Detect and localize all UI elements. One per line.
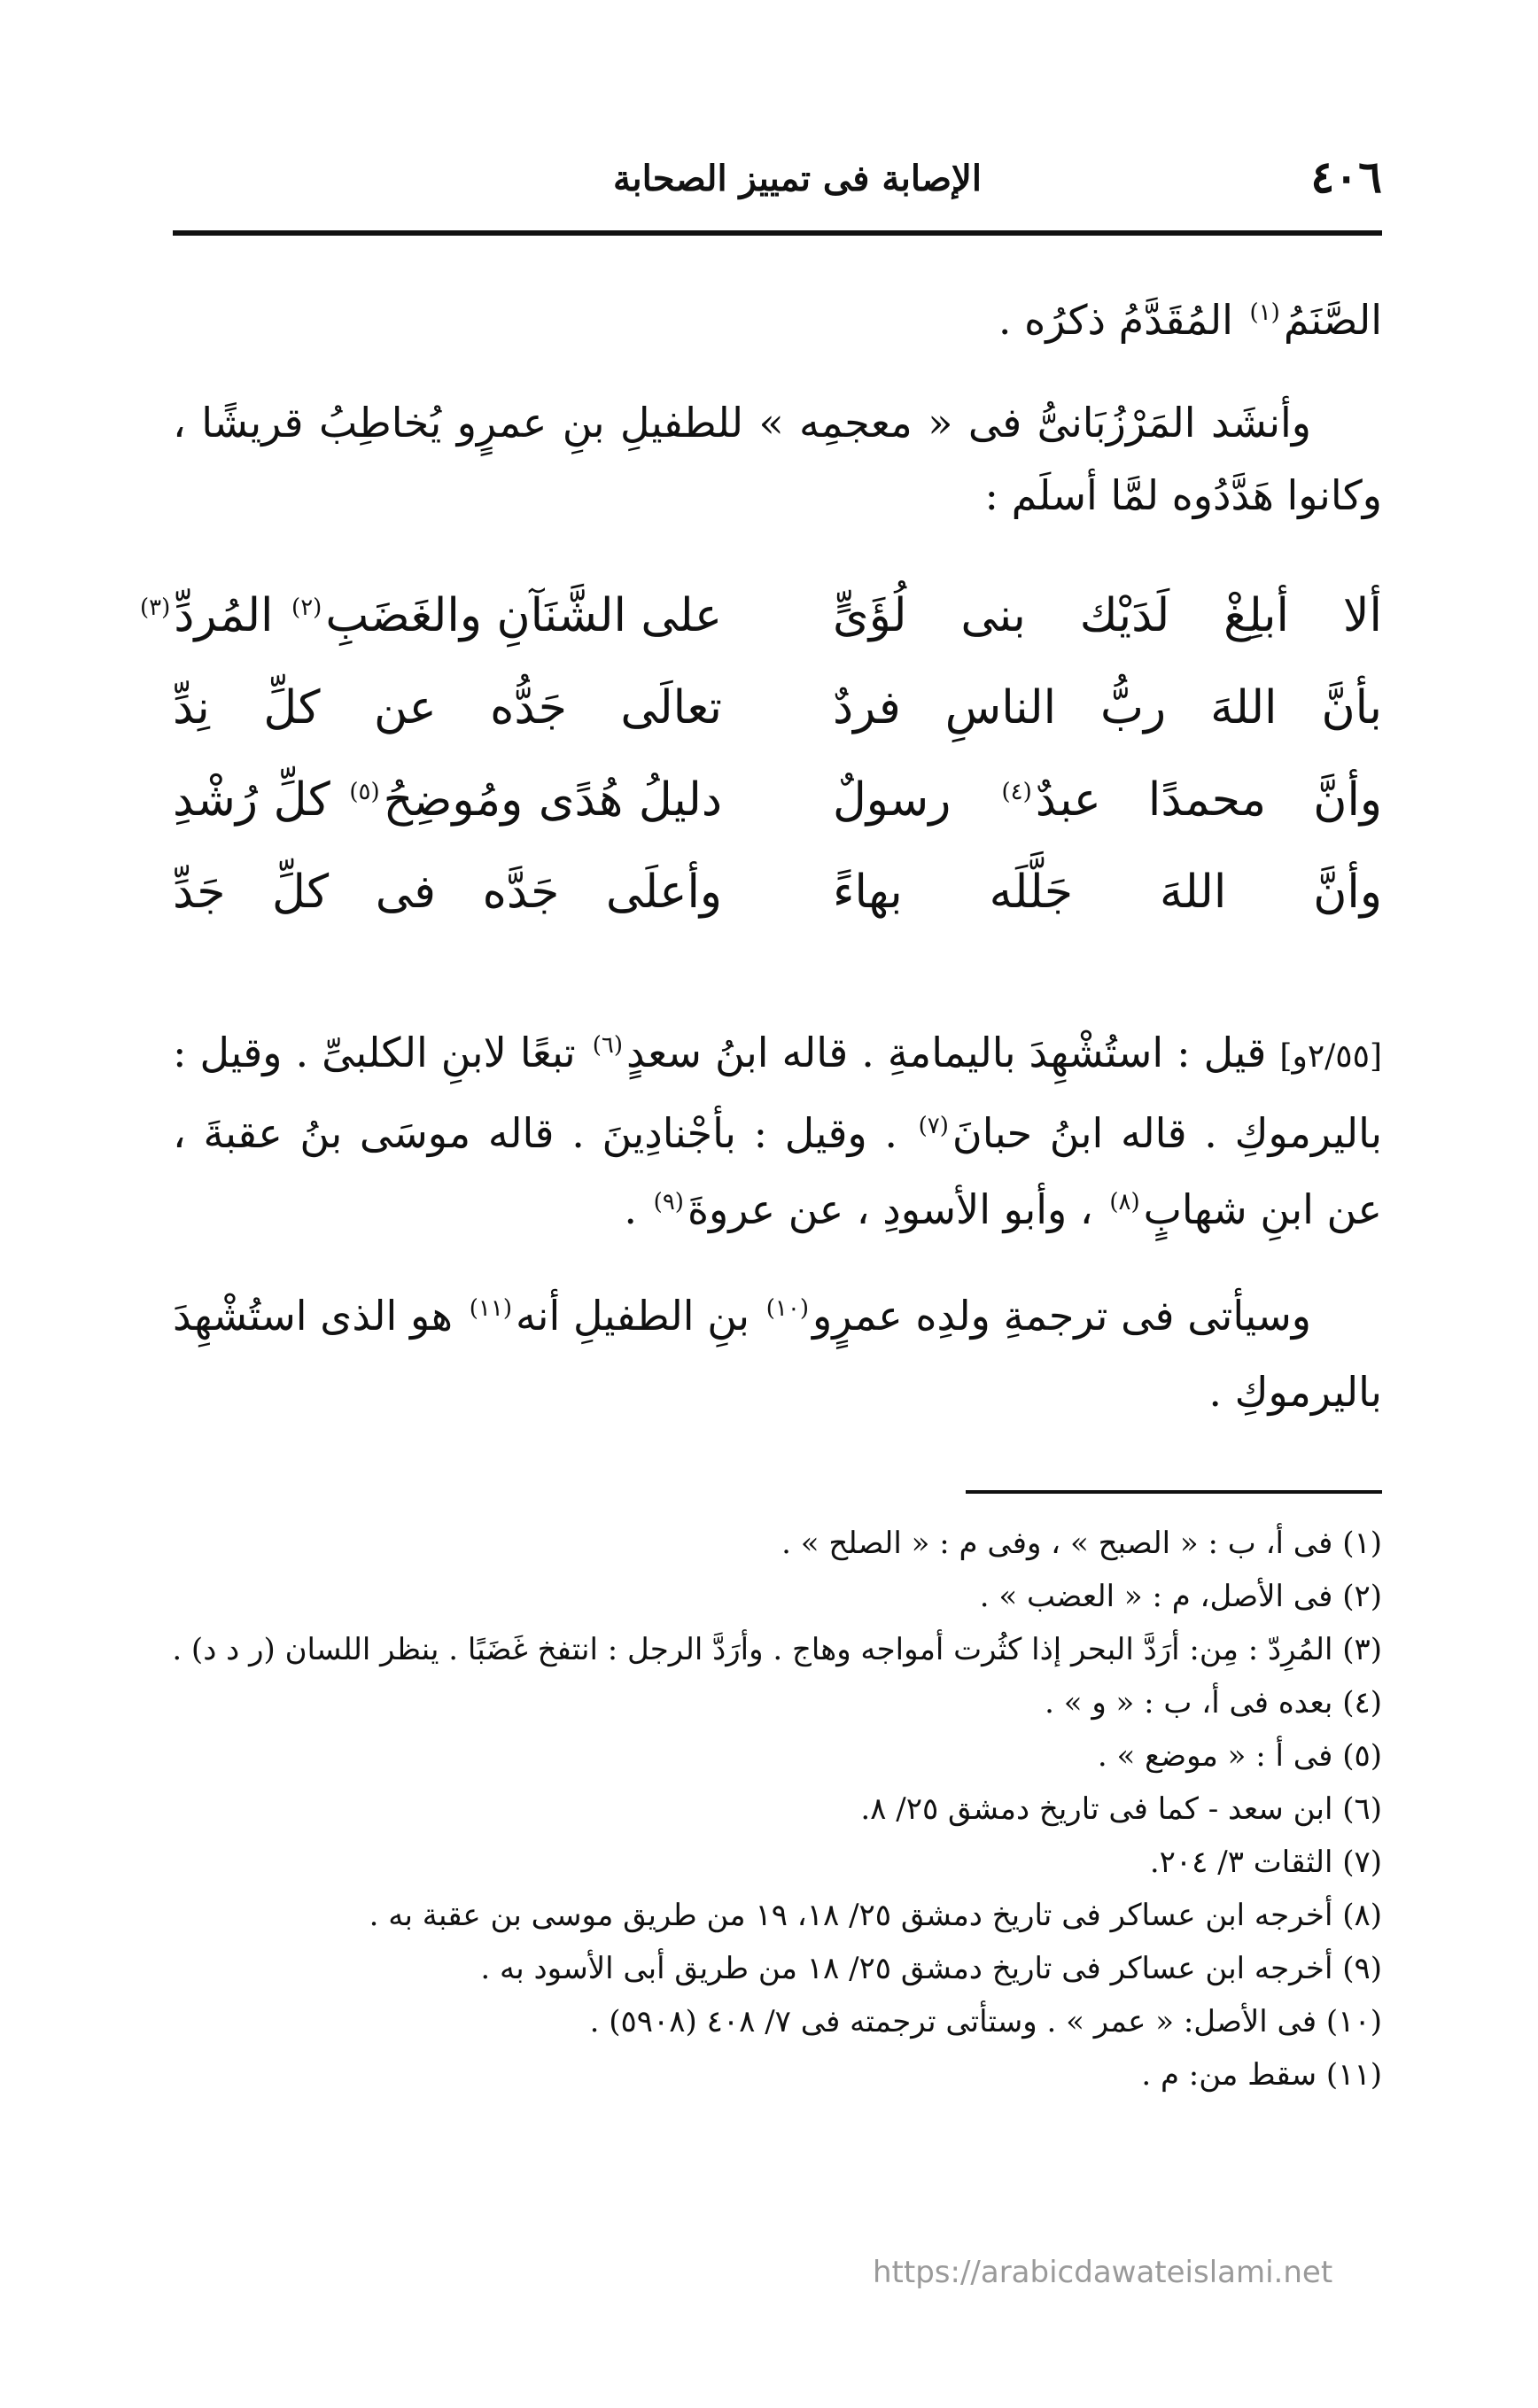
footnote-3: (٣) المُرِدّ : مِن: أرَدَّ البحر إذا كثُرت أمواجه وهاج . وأرَدَّ الرجل : انتفخ غَضَبًا . ينظر اللسان (ر د د) . [172, 1632, 1382, 1667]
footnote-1: (١) فى أ، ب : « الصبح » ، وفى م : « الصلح » . [781, 1526, 1382, 1561]
footnote-marker: (٧) [918, 1112, 949, 1139]
header-divider [173, 230, 1382, 236]
footnote-2: (٢) فى الأصل، م : « العضب » . [979, 1579, 1382, 1614]
main-text-continued [173, 1014, 1382, 1430]
footnote-5: (٥) فى أ : « موضع » . [1097, 1738, 1382, 1774]
footnote-marker: (٢) [291, 594, 322, 621]
hemistich-first: ألا أبلِغْ لَدَيْك بنى لُؤَىٍّ [833, 589, 1382, 642]
footnote-marker: (٥) [349, 778, 380, 805]
text-span: الصَّنَمُ [1283, 296, 1382, 344]
poem [140, 589, 1383, 958]
hemistich-second: على الشَّنَآنِ والغَضَبِ$^{(٢)}$ المُردِّ$^{(٣)}$ [140, 589, 722, 642]
manuscript-reference: [٢/٥٥و] [1279, 1038, 1383, 1075]
hemistich-first: وأنَّ محمدًا عبدٌ$^{(٤)}$ رسولٌ [833, 773, 1383, 827]
footnote-6: (٦) ابن سعد - كما فى تاريخ دمشق ٢٥/ ٨. [860, 1791, 1382, 1827]
hemistich-first: بأنَّ اللهَ ربُّ الناسِ فردٌ [833, 681, 1382, 734]
main-text [173, 284, 1382, 532]
watermark-url: https://arabicdawateislami.net [873, 2255, 1333, 2290]
verse-4 [173, 866, 1382, 958]
footnote-11: (١١) سقط من: م . [1141, 2057, 1382, 2093]
footnote-divider [966, 1490, 1382, 1494]
footnote-marker: (١٠) [765, 1294, 810, 1322]
paragraph-3: [٢/٥٥و] قيل : استُشْهِدَ باليمامةِ . قاله ابنُ سعدٍ$^{(٦)}$ تبعًا لابنِ الكلبىِّ . وقيل : باليرموكِ . قاله ابنُ حبانَ$^{(٧)}$ . وقيل : بأجْنادِينَ . قاله موسَى بنُ عقبةَ ، عن ابنِ شهابٍ$^{(٨)}$ ، وأبو الأسودِ ، عن عروةَ$^{(٩)}$ . [173, 1029, 1383, 1233]
footnote-8: (٨) أخرجه ابن عساكر فى تاريخ دمشق ٢٥/ ١٨، ١٩ من طريق موسى بن عقبة به . [369, 1898, 1382, 1933]
text-span: المُقَدَّمُ ذكرُه . [998, 296, 1233, 344]
paragraph-4: وسيأتى فى ترجمةِ ولدِه عمرٍو$^{(١٠)}$ بنِ الطفيلِ أنه$^{(١١)}$ هو الذى استُشْهِدَ باليرموكِ . [173, 1292, 1382, 1416]
verse-2 [173, 681, 1382, 773]
footnote-10: (١٠) فى الأصل: « عمر » . وستأتى ترجمته فى ٧/ ٤٠٨ (٥٩٠٨) . [589, 2004, 1382, 2039]
footnote-marker: (٣) [140, 594, 171, 621]
hemistich-second: وأعلَى جَدَّه فى كلِّ جَدِّ [173, 866, 722, 919]
footnote-marker: (١١) [469, 1294, 512, 1322]
page-number: ٤٠٦ [1310, 151, 1382, 203]
footnote-marker: (٤) [1001, 778, 1032, 805]
footnote-marker: (١) [1249, 299, 1280, 326]
hemistich-first: وأنَّ اللهَ جَلَّلَه بهاءً [833, 866, 1382, 919]
footnote-4: (٤) بعده فى أ، ب : « و » . [1045, 1685, 1382, 1721]
verse-3 [173, 773, 1382, 866]
paragraph-1 [173, 284, 1382, 356]
footnote-marker: (٨) [1109, 1188, 1140, 1216]
running-header [173, 133, 1382, 213]
verse-1 [140, 589, 1382, 681]
footnote-marker: (٦) [592, 1031, 624, 1059]
footnotes [173, 1517, 1382, 2101]
footnote-7: (٧) الثقات ٣/ ٢٠٤. [1149, 1845, 1382, 1880]
book-title: الإصابة فى تمييز الصحابة [613, 158, 982, 199]
footnote-9: (٩) أخرجه ابن عساكر فى تاريخ دمشق ٢٥/ ١٨ من طريق أبى الأسود به . [480, 1951, 1382, 1986]
hemistich-second: دليلُ هُدًى ومُوضِحُ$^{(٥)}$ كلِّ رُشْدِ [173, 773, 722, 827]
paragraph-2: وأنشَد المَرْزُبَانىُّ فى « معجمِه » للطفيلِ بنِ عمرٍو يُخاطِبُ قريشًا ، وكانوا هَدَّدُوه لمَّا أسلَم : [173, 399, 1382, 519]
footnote-marker: (٩) [653, 1188, 684, 1216]
hemistich-second: تعالَى جَدُّه عن كلِّ نِدِّ [173, 681, 722, 734]
